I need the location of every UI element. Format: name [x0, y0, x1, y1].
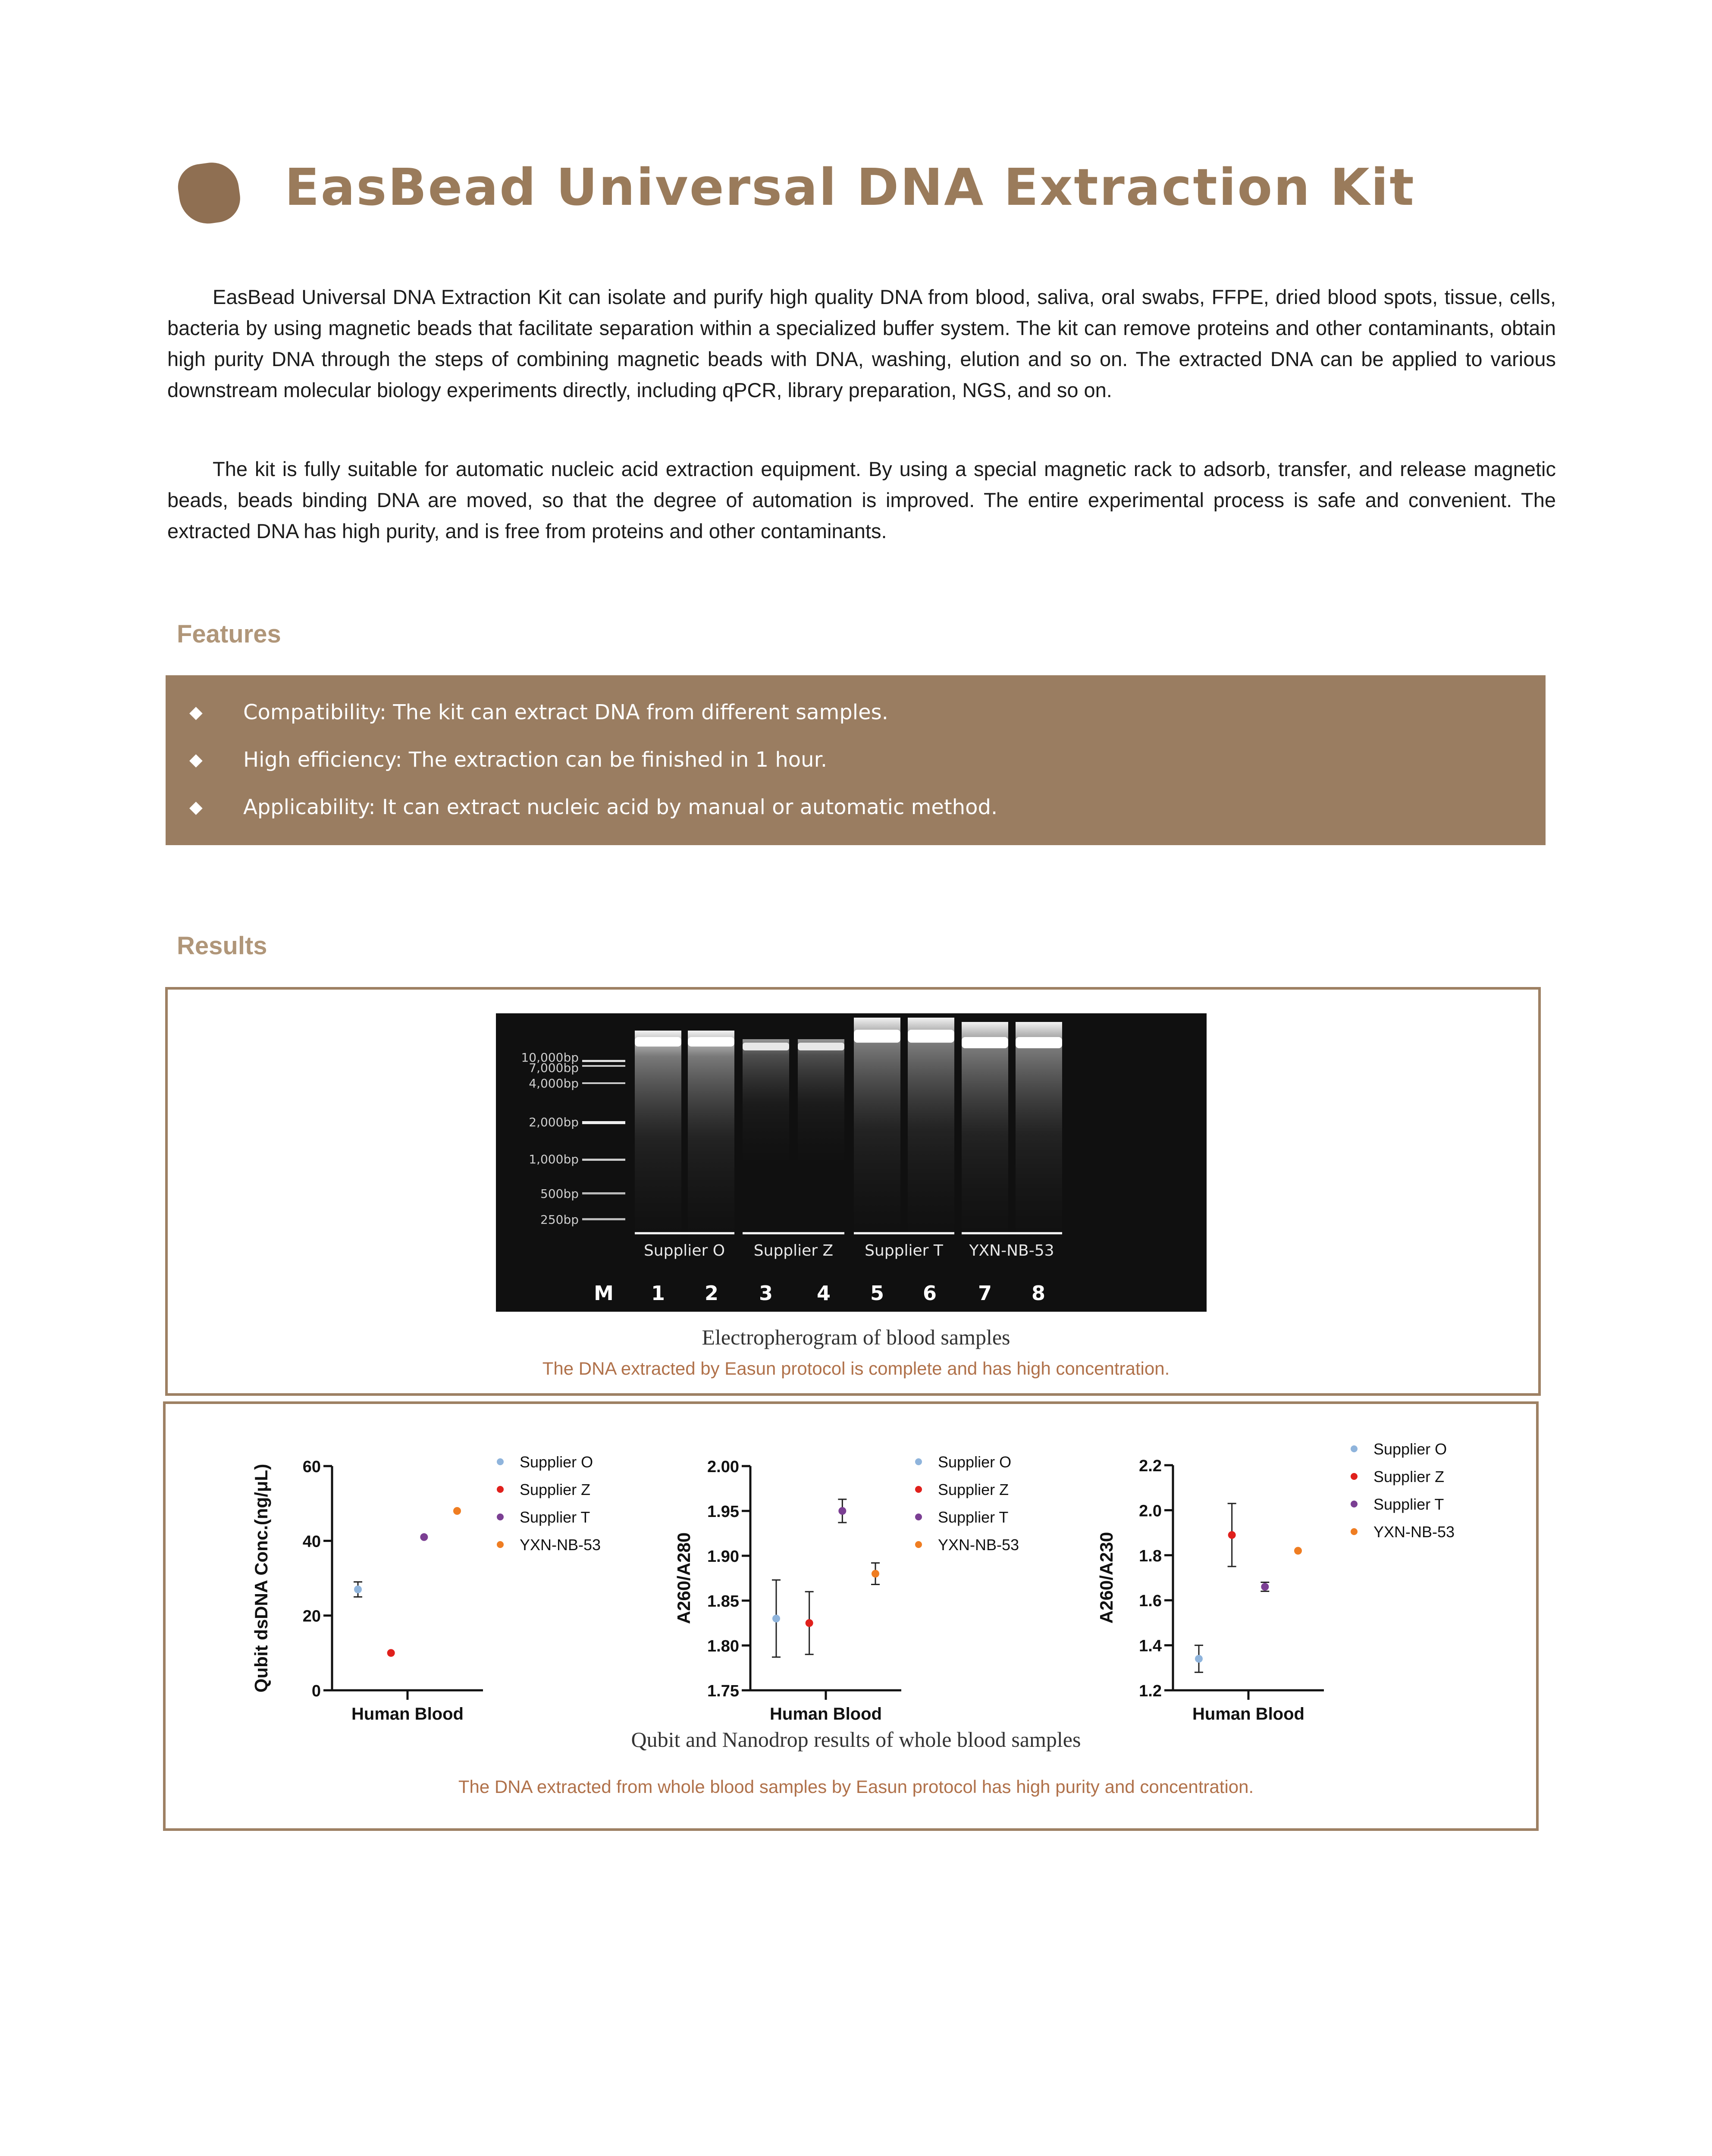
data-point	[838, 1507, 846, 1515]
data-point	[420, 1533, 428, 1541]
legend-marker	[915, 1541, 922, 1548]
legend-label: YXN-NB-53	[1373, 1523, 1455, 1541]
y-tick-label: 1.90	[707, 1548, 739, 1566]
y-axis-label: Qubit dsDNA Conc.(ng/μL)	[251, 1463, 271, 1693]
legend-label: YXN-NB-53	[520, 1536, 601, 1554]
legend-label: Supplier Z	[520, 1481, 591, 1498]
feature-item	[166, 743, 1546, 777]
data-point	[1228, 1531, 1236, 1539]
data-point	[1261, 1583, 1269, 1591]
gel-lane-label: 3	[759, 1282, 773, 1305]
y-tick-label: 20	[302, 1607, 321, 1626]
diamond-bullet-icon: ◆	[189, 750, 203, 770]
feature-item	[166, 695, 1546, 730]
gel-group-label: Supplier T	[865, 1242, 943, 1260]
intro-paragraph-2: The kit is fully suitable for automatic nucleic acid extraction equipment. By using a special magnetic rack to adsorb, transfer, and release magnetic beads, beads binding DNA are moved, so that the degree of automation is improved. The entire experimental process is safe and convenient. The extracted DNA has high purity, and is free from proteins and other contaminants.	[167, 458, 1556, 542]
legend-marker	[915, 1514, 922, 1520]
charts-note: The DNA extracted from whole blood samples by Easun protocol has high purity and concentration.	[458, 1777, 1254, 1797]
ladder-label: 7,000bp	[529, 1061, 579, 1075]
data-point	[387, 1649, 395, 1657]
y-tick-label: 2.0	[1139, 1502, 1162, 1520]
legend-label: Supplier Z	[938, 1481, 1009, 1498]
data-point	[806, 1619, 813, 1627]
y-tick-label: 1.8	[1139, 1547, 1162, 1565]
legend-marker	[915, 1458, 922, 1465]
legend-marker	[1351, 1473, 1358, 1480]
ladder-label: 250bp	[540, 1213, 579, 1227]
gel-lane-label: 5	[870, 1282, 884, 1305]
ladder-label: 4,000bp	[529, 1076, 579, 1091]
y-tick-label: 1.6	[1139, 1592, 1162, 1611]
ladder-label: 2,000bp	[529, 1115, 579, 1129]
gel-electrophoresis-image	[496, 1013, 1207, 1312]
gel-group-label: Supplier Z	[753, 1242, 834, 1260]
y-tick-label: 1.4	[1139, 1637, 1162, 1655]
page-title: EasBead Universal DNA Extraction Kit	[285, 157, 1415, 217]
gel-group-label: YXN-NB-53	[969, 1242, 1054, 1260]
y-tick-label: 2.00	[707, 1458, 739, 1476]
title-bullet-icon	[175, 159, 243, 227]
y-tick-label: 1.95	[707, 1503, 739, 1521]
data-point	[354, 1586, 362, 1593]
gel-lane-label: 2	[704, 1282, 719, 1305]
legend-marker	[1351, 1528, 1358, 1535]
gel-lane-label: 4	[816, 1282, 831, 1305]
legend-marker	[1351, 1501, 1358, 1507]
legend-marker	[497, 1486, 504, 1493]
legend-marker	[1351, 1445, 1358, 1452]
legend-label: Supplier T	[938, 1508, 1009, 1526]
x-axis-label: Human Blood	[351, 1705, 464, 1724]
y-tick-label: 1.85	[707, 1592, 739, 1611]
legend-label: Supplier T	[520, 1508, 590, 1526]
legend-label: YXN-NB-53	[938, 1536, 1019, 1554]
a260-a280-chart	[660, 1436, 1048, 1729]
charts-caption: Qubit and Nanodrop results of whole blood samples	[631, 1727, 1081, 1752]
legend-label: Supplier O	[1373, 1440, 1447, 1458]
legend-label: Supplier T	[1373, 1495, 1444, 1513]
y-tick-label: 1.80	[707, 1637, 739, 1655]
y-tick-label: 60	[302, 1458, 321, 1476]
qubit-conc-chart	[241, 1436, 630, 1729]
feature-item	[166, 790, 1546, 824]
x-axis-label: Human Blood	[770, 1705, 882, 1724]
feature-text: Applicability: It can extract nucleic acid by manual or automatic method.	[243, 795, 998, 819]
a260-a230-chart	[1082, 1432, 1488, 1729]
diamond-bullet-icon: ◆	[189, 702, 203, 722]
gel-caption: Electropherogram of blood samples	[702, 1325, 1010, 1349]
features-heading: Features	[177, 620, 281, 648]
data-point	[872, 1570, 879, 1578]
y-axis-label: A260/A280	[674, 1532, 694, 1624]
data-point	[772, 1615, 780, 1623]
gel-lane-label: M	[594, 1282, 614, 1305]
legend-marker	[915, 1486, 922, 1493]
ladder-label: 10,000bp	[521, 1050, 579, 1065]
gel-lane-label: 7	[978, 1282, 992, 1305]
ladder-label: 1,000bp	[529, 1152, 579, 1166]
feature-text: Compatibility: The kit can extract DNA from different samples.	[243, 700, 888, 724]
data-point	[1195, 1655, 1203, 1663]
gel-note: The DNA extracted by Easun protocol is complete and has high concentration.	[542, 1358, 1170, 1379]
data-point	[453, 1507, 461, 1515]
gel-lane-label: 1	[651, 1282, 665, 1305]
gel-lane-label: 6	[922, 1282, 937, 1305]
y-tick-label: 2.2	[1139, 1457, 1162, 1475]
intro-paragraph-1: EasBead Universal DNA Extraction Kit can isolate and purify high quality DNA from blood, saliva, oral swabs, FFPE, dried blood spots, tissue, cells, bacteria by using magnetic beads that facilitate separation within a specialized buffer system. The kit can remove proteins and other contaminants, obtain high purity DNA through the steps of combining magnetic beads with DNA, washing, elution and so on. The extracted DNA can be applied to various downstream molecular biology experiments directly, including qPCR, library preparation, NGS, and so on.	[167, 285, 1556, 401]
legend-label: Supplier O	[938, 1453, 1012, 1471]
feature-text: High efficiency: The extraction can be finished in 1 hour.	[243, 748, 828, 772]
gel-background	[496, 1013, 1207, 1312]
legend-label: Supplier Z	[1373, 1468, 1445, 1485]
diamond-bullet-icon: ◆	[189, 797, 203, 817]
legend-label: Supplier O	[520, 1453, 593, 1471]
y-axis-label: A260/A230	[1096, 1532, 1116, 1624]
legend-marker	[497, 1514, 504, 1520]
data-point	[1294, 1547, 1302, 1554]
legend-marker	[497, 1458, 504, 1465]
ladder-label: 500bp	[540, 1187, 579, 1201]
gel-lane-label: 8	[1031, 1282, 1046, 1305]
x-axis-label: Human Blood	[1192, 1705, 1304, 1724]
y-tick-label: 40	[302, 1532, 321, 1551]
legend-marker	[497, 1541, 504, 1548]
gel-group-label: Supplier O	[643, 1242, 725, 1260]
results-heading: Results	[177, 932, 267, 960]
y-tick-label: 1.2	[1139, 1682, 1162, 1700]
y-tick-label: 0	[311, 1682, 321, 1700]
y-tick-label: 1.75	[707, 1682, 739, 1700]
